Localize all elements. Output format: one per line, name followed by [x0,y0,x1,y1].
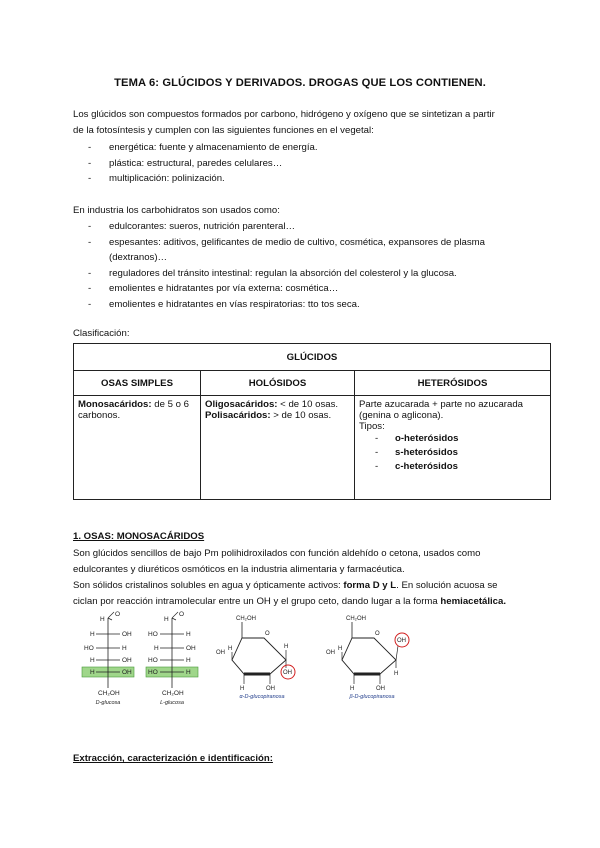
page-title: TEMA 6: GLÚCIDOS Y DERIVADOS. DROGAS QUE LOS CONTIENEN. [114,77,486,89]
polisacaridos-desc: > de 10 osas. [270,410,332,421]
cell-osas [74,396,201,500]
d-h-5: H [90,669,95,676]
list-item: - espesantes: aditivos, gelificantes de medio de cultivo, cosmética, expansores de plasma (dextranos)… [88,235,528,266]
classification-table [73,343,551,500]
cell-heterosidos [355,396,551,500]
osas-line-2: edulcorantes y diuréticos osmóticos en la industria alimentaria y farmacéutica. [73,564,405,575]
list-item: - energética: fuente y almacenamiento de energía. [88,140,528,156]
extraction-heading: Extracción, caracterización e identificación: [73,753,273,764]
list-item: - c-heterósidos [375,460,546,474]
forma-d-l: forma D y L [343,580,397,591]
osas-paragraph [73,546,533,610]
l-ch2oh: CH₂OH [162,690,184,697]
b-oh-4: OH [326,650,335,656]
tipos-list [359,432,546,474]
b-oh-2: OH [376,686,385,692]
d-glucose-fischer [82,611,134,706]
oligosacaridos-desc: < de 10 osas. [277,399,339,410]
osas-line-1: Son glúcidos sencillos de bajo Pm polihidroxilados con función aldehído o cetona, usados como [73,548,481,559]
oligosacaridos-term: Oligosacáridos: [205,399,278,410]
list-item: - edulcorantes: sueros, nutrición parenteral… [88,219,528,235]
list-item: - reguladores del tránsito intestinal: regulan la absorción del colesterol y la glucosa. [88,266,528,282]
l-h-5: H [186,669,191,676]
list-item: - plástica: estructural, paredes celulares… [88,156,528,172]
col-head-osas: OSAS SIMPLES [74,371,201,396]
classification-label: Clasificación: [73,328,130,339]
d-h-top: H [100,616,105,623]
d-oh-2: OH [122,631,132,638]
cell-holosidos [201,396,355,500]
l-glucose-fischer [146,611,198,706]
d-oh-4: OH [122,657,132,664]
alpha-glucopyranose-figure [208,610,316,706]
l-ho-4: HO [148,657,158,664]
a-oh-2: OH [266,686,275,692]
d-h-4: H [90,657,95,664]
functions-list [88,140,528,187]
l-h-2: H [186,631,191,638]
polisacaridos-term: Polisacáridos: [205,410,271,421]
d-h-3: H [122,645,127,652]
a-h-3: H [240,686,245,692]
col-head-holosidos: HOLÓSIDOS [201,371,355,396]
tipos-label: Tipos: [359,421,385,432]
list-item: - emolientes e hidratantes en vías respiratorias: tto tos seca. [88,297,528,313]
d-ho-3: HO [84,645,94,652]
l-oh-3: OH [186,645,196,652]
l-glucose-caption: L-glucosa [160,700,184,706]
list-item: - s-heterósidos [375,446,546,460]
l-h-top: H [164,616,169,623]
beta-caption: β-D-glucopiranosa [349,694,395,700]
l-ho-2: HO [148,631,158,638]
a-ch2oh: CH₂OH [236,616,256,622]
l-ho-5: HO [148,669,158,676]
industry-heading: En industria los carbohidratos son usados como: [73,205,280,216]
industry-list [88,219,528,312]
b-ch2oh: CH₂OH [346,616,366,622]
osas-line-3c: . En solución acuosa se [396,580,498,591]
list-item: - multiplicación: polinización. [88,171,528,187]
b-h-4: H [338,646,343,652]
heterosidos-desc: Parte azucarada + parte no azucarada (genina o aglicona). [359,399,524,421]
d-glucose-caption: D-glucosa [95,700,121,706]
alpha-caption: α-D-glucopiranosa [239,694,285,700]
col-head-heterosidos: HETERÓSIDOS [355,371,551,396]
fischer-projections-figure [76,610,204,706]
d-h-2: H [90,631,95,638]
intro-line-2: de la fotosíntesis y cumplen con las siguientes funciones en el vegetal: [73,125,374,136]
a-oh-1: OH [283,670,292,676]
hemiacetalica-term: hemiacetálica. [440,596,507,607]
osas-line-3 [73,578,533,594]
osas-line-4 [73,594,533,610]
b-oh-1: OH [397,638,406,644]
monosacaridos-term: Monosacáridos: [78,399,152,410]
osas-heading: 1. OSAS: MONOSACÁRIDOS [73,531,205,542]
d-oh-5: OH [122,669,132,676]
beta-glucopyranose-figure [318,610,426,706]
b-ring-o: O [375,631,380,637]
monosacaridos-desc: de 5 o 6 carbonos. [78,399,189,421]
d-ch2oh: CH₂OH [98,690,120,697]
a-h-1: H [284,644,289,650]
a-oh-4: OH [216,650,225,656]
b-h-1: H [394,671,399,677]
list-item: - o-heterósidos [375,432,546,446]
osas-line-4a: ciclan por reacción intramolecular entre un OH y el grupo ceto, dando lugar a la forma [73,596,441,607]
b-h-3: H [350,686,355,692]
intro-line-1: Los glúcidos son compuestos formados por carbono, hidrógeno y oxígeno que se sintetizan a partir [73,109,495,120]
l-h-4: H [186,657,191,664]
d-o-label: O [115,611,121,618]
l-h-3: H [154,645,159,652]
l-o-label: O [179,611,185,618]
a-h-4: H [228,646,233,652]
intro-paragraph [73,107,533,139]
list-item: - emolientes e hidratantes por vía externa: cosmética… [88,281,528,297]
table-title: GLÚCIDOS [74,344,551,371]
osas-line-3a: Son sólidos cristalinos solubles en agua y ópticamente activos: [73,580,344,591]
a-ring-o: O [265,631,270,637]
